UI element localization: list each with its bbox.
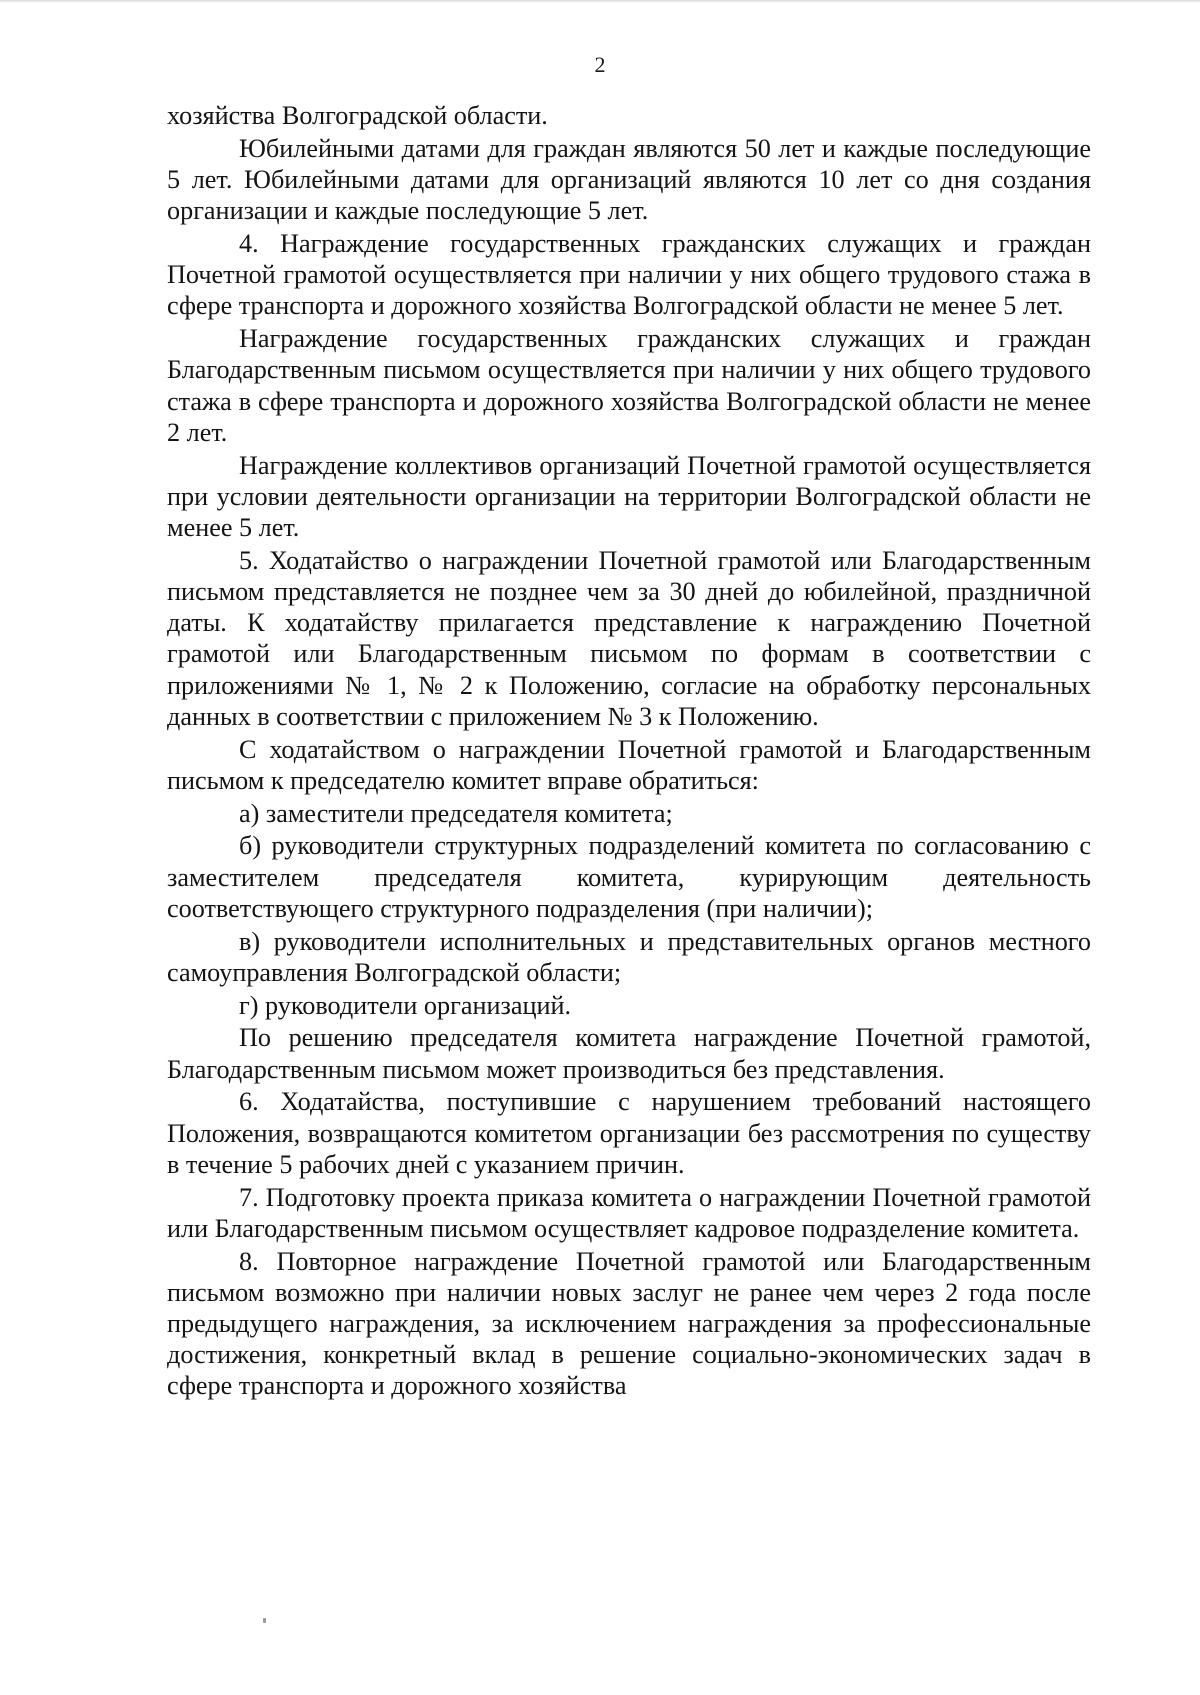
paragraph-collectives-requirement: Награждение коллективов организаций Почетной грамотой осуществляется при условии деятельности организации на территории Волгоградской области не менее 5 лет.	[167, 450, 1091, 543]
paragraph-continuation: хозяйства Волгоградской области.	[167, 101, 548, 130]
scan-speck	[263, 1618, 266, 1623]
paragraph-item-8: 8. Повторное награждение Почетной грамотой или Благодарственным письмом возможно при наличии новых заслуг не ранее чем через 2 года после предыдущего награждения, за исключением награждения за профессиональные достижения, конкретный вклад в решение социально-экономических задач в сфере транспорта и дорожного хозяйства	[167, 1246, 1091, 1401]
list-item-g: г) руководители организаций.	[239, 990, 572, 1020]
list-item-a: а) заместители председателя комитета;	[239, 798, 673, 828]
scan-top-edge	[0, 0, 1200, 3]
paragraph-item-6: 6. Ходатайства, поступившие с нарушением требований настоящего Положения, возвращаются комитетом организации без рассмотрения по существу в течение 5 рабочих дней с указанием причин.	[167, 1087, 1091, 1179]
page-number: 2	[594, 52, 606, 77]
paragraph-petitioners-intro: С ходатайством о награждении Почетной грамотой и Благодарственным письмом к председателю комитет вправе обратиться:	[167, 734, 1091, 795]
paragraph-jubilee-dates: Юбилейными датами для граждан являются 50 лет и каждые последующие 5 лет. Юбилейными датами для организаций являются 10 лет со дня создания организации и каждые последующие 5 лет.	[167, 133, 1091, 226]
list-item-v: в) руководители исполнительных и представительных органов местного самоуправления Волгоградской области;	[167, 926, 1091, 987]
paragraph-item-5: 5. Ходатайство о награждении Почетной грамотой или Благодарственным письмом представляется не позднее чем за 30 дней до юбилейной, праздничной даты. К ходатайству прилагается представление к награждению Почетной грамотой или Благодарственным письмом по формам в соответствии с приложениями № 1, № 2 к Положению, согласие на обработку персональных данных в соответствии с приложением № 3 к Положению.	[167, 545, 1091, 731]
paragraph-item-4: 4. Награждение государственных гражданских служащих и граждан Почетной грамотой осуществляется при наличии у них общего трудового стажа в сфере транспорта и дорожного хозяйства Волгоградской области не менее 5 лет.	[167, 229, 1091, 321]
document-body	[167, 100, 1091, 1403]
paragraph-letter-of-thanks-requirement: Награждение государственных гражданских служащих и граждан Благодарственным письмом осуществляется при наличии у них общего трудового стажа в сфере транспорта и дорожного хозяйства Волгоградской области не менее 2 лет.	[167, 324, 1091, 447]
paragraph-without-submission: По решению председателя комитета награждение Почетной грамотой, Благодарственным письмом может производиться без представления.	[167, 1023, 1091, 1084]
list-item-b: б) руководители структурных подразделений комитета по согласованию с заместителем председателя комитета, курирующим деятельность соответствующего структурного подразделения (при наличии);	[167, 831, 1091, 923]
paragraph-item-7: 7. Подготовку проекта приказа комитета о награждении Почетной грамотой или Благодарственным письмом осуществляет кадровое подразделение комитета.	[167, 1182, 1091, 1243]
